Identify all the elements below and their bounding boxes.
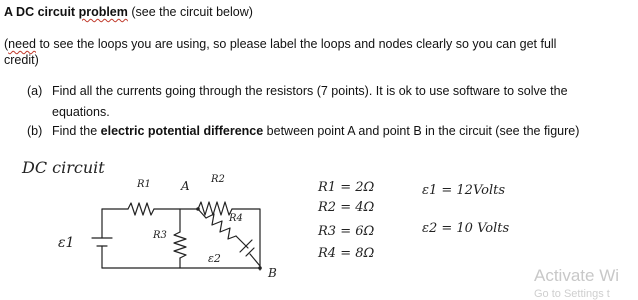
- paren-open: (: [4, 37, 9, 51]
- instructions-line1-rest: to see the loops you are using, so please label the loops and nodes clearly so you can get full: [35, 37, 557, 51]
- handwritten-title: DC circuit: [22, 158, 105, 177]
- activate-windows-watermark: Activate Wi: [534, 266, 620, 285]
- value-r3: R3 = 6Ω: [318, 224, 375, 239]
- label-r4: R4: [229, 213, 243, 224]
- heading-suffix: (see the circuit below): [127, 5, 253, 19]
- label-e2: ε2: [208, 252, 221, 265]
- value-e1: ε1 = 12Volts: [422, 183, 506, 198]
- node-b-dot: [258, 266, 262, 270]
- diagonal-wire-end: [250, 254, 260, 266]
- heading-word-problem: problem: [78, 5, 128, 19]
- label-r2: R2: [211, 174, 225, 185]
- resistor-r3-zigzag: [174, 232, 186, 258]
- label-node-a: A: [181, 179, 190, 193]
- item-a-line2: equations.: [52, 105, 110, 119]
- label-node-b: B: [268, 266, 277, 280]
- value-r4: R4 = 8Ω: [318, 246, 375, 261]
- resistor-r2-zigzag: [198, 202, 232, 215]
- label-e1: ε1: [58, 235, 75, 251]
- item-b-pre: Find the: [52, 124, 101, 138]
- item-b-post: between point A and point B in the circuit (see the figure): [263, 124, 580, 138]
- item-a-marker: (a): [27, 84, 43, 98]
- value-r2: R2 = 4Ω: [318, 200, 375, 215]
- activate-windows-subtext: Go to Settings t: [534, 288, 610, 300]
- resistor-r1-zigzag: [128, 203, 154, 215]
- heading-prefix: A DC circuit: [4, 5, 79, 19]
- label-r3: R3: [153, 230, 167, 241]
- value-r1: R1 = 2Ω: [318, 180, 375, 195]
- item-a-line1: Find all the currents going through the resistors (7 points). It is ok to use software to solve the: [52, 84, 568, 98]
- item-b-marker: (b): [27, 124, 43, 138]
- word-need: need: [8, 37, 36, 51]
- label-r1: R1: [137, 179, 151, 190]
- node-a-dot: [196, 207, 200, 211]
- value-e2: ε2 = 10 Volts: [422, 221, 510, 236]
- instructions-line2: credit): [4, 53, 39, 67]
- item-b-bold: electric potential difference: [100, 124, 264, 138]
